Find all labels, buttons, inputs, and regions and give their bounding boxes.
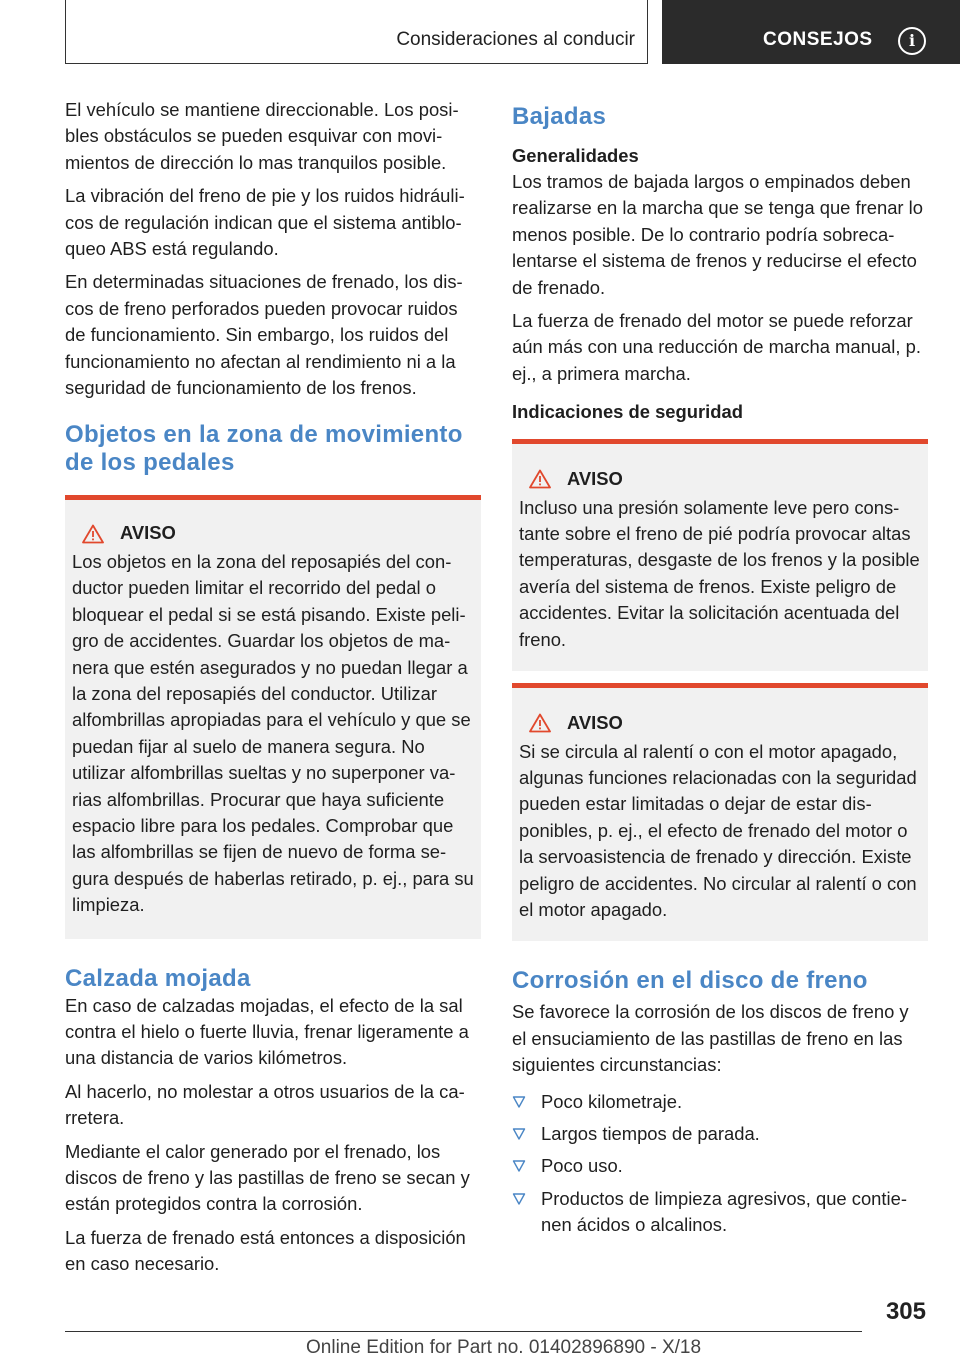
paragraph: En determinadas situaciones de frenado, los discos de freno perforados pueden provocar ruidos de funcionamiento. Sin embargo, los ruidos del funcionamiento no afectan al rendimiento ni a la seguridad de funcionamiento de los frenos. bbox=[65, 271, 463, 399]
section-heading: Bajadas bbox=[512, 103, 607, 130]
paragraph: La vibración del freno de pie y los ruidos hidráulicos de regulación indican que el sistema antibloqueo ABS está regulando. bbox=[65, 185, 465, 260]
warning-text: Incluso una presión solamente leve pero constante sobre el freno de pié podría provocar altas temperaturas, desgaste de los frenos y la posible avería del sistema de frenos. Existe peligro de accidentes. Evitar la solicitación acentuada del freno. bbox=[519, 496, 920, 650]
warning-header bbox=[529, 710, 922, 736]
warning-header bbox=[529, 466, 922, 492]
list-item bbox=[512, 1186, 928, 1239]
paragraph: Al hacerlo, no molestar a otros usuarios de la carretera. bbox=[65, 1080, 465, 1129]
warning-title: AVISO bbox=[567, 712, 623, 734]
paragraph: Se favorece la corrosión de los discos de freno y el ensuciamiento de las pastillas de freno en las siguientes circunstancias: bbox=[512, 1001, 909, 1076]
warning-box bbox=[512, 439, 928, 671]
warning-title: AVISO bbox=[120, 522, 176, 544]
footer-edition: Online Edition for Part no. 01402896890 - X/18 bbox=[306, 1337, 702, 1358]
bullet-triangle-icon bbox=[512, 1095, 526, 1109]
bullet-triangle-icon bbox=[512, 1159, 526, 1173]
paragraph: El vehículo se mantiene direccionable. Los posibles obstáculos se pueden esquivar con movimientos de dirección lo mas tranquilos posible. bbox=[65, 99, 459, 173]
warning-box bbox=[65, 495, 481, 938]
info-icon: i bbox=[898, 27, 926, 55]
warning-text: Si se circula al ralentí o con el motor apagado, algunas funciones relacionadas con la seguridad pueden estar limitadas o dejar de estar disponibles, p. ej., el efecto de frenado del motor o la servoasistencia de frenado y dirección. Existe peligro de accidentes. No circular al ralentí o con el motor apagado. bbox=[519, 740, 917, 920]
warning-triangle-icon bbox=[529, 469, 551, 489]
footer-divider bbox=[65, 1331, 862, 1332]
subheading: Generalidades bbox=[512, 145, 639, 166]
warning-triangle-icon bbox=[82, 524, 104, 544]
paragraph: En caso de calzadas mojadas, el efecto de la sal contra el hielo o fuerte lluvia, frenar ligeramente a una distancia de varios kilómetros. bbox=[65, 994, 469, 1069]
list-item bbox=[512, 1089, 928, 1115]
section-heading: Corrosión en el disco de freno bbox=[512, 967, 868, 995]
bullet-triangle-icon bbox=[512, 1127, 526, 1141]
chapter-title: CONSEJOS bbox=[763, 29, 873, 50]
warning-header bbox=[82, 520, 475, 546]
section-heading: Calzada mojada bbox=[65, 964, 251, 992]
bullet-triangle-icon bbox=[512, 1192, 526, 1206]
list-item-text: Poco kilometraje. bbox=[541, 1090, 683, 1112]
header-chapter-tab bbox=[662, 0, 960, 64]
warning-triangle-icon bbox=[529, 713, 551, 733]
left-column bbox=[65, 97, 481, 1285]
right-column bbox=[512, 97, 928, 1245]
section-heading: Objetos en la zona de movimiento de los pedales bbox=[65, 421, 463, 477]
paragraph: La fuerza de frenado del motor se puede reforzar aún más con una reducción de marcha manual, p. ej., a primera marcha. bbox=[512, 310, 921, 384]
list-item-text: Productos de limpieza agresivos, que contienen ácidos o alcalinos. bbox=[541, 1187, 907, 1236]
header-section-box bbox=[65, 0, 648, 64]
list-item bbox=[512, 1121, 928, 1147]
warning-text: Los objetos en la zona del reposapiés del conductor pueden limitar el recorrido del pedal o bloquear el pedal si se está pisando. Existe peligro de accidentes. Guardar los objetos de manera que estén asegurados y no puedan llegar a la zona del reposapiés del conductor. Utilizar alfombrillas apropiadas para el vehículo y que se puedan fijar al suelo de manera segura. No utilizar alfombrillas sueltas y no superponer varias alfombrillas. Procurar que haya suficiente espacio libre para los pedales. Comprobar que las alfombrillas se fijen de nuevo de forma segura después de haberlas retirado, p. ej., para su limpieza. bbox=[72, 550, 474, 916]
list-item bbox=[512, 1153, 928, 1179]
list-item-text: Largos tiempos de parada. bbox=[541, 1122, 760, 1144]
paragraph: Mediante el calor generado por el frenado, los discos de freno y las pastillas de freno se secan y están protegidos contra la corrosión. bbox=[65, 1140, 470, 1215]
page-number: 305 bbox=[885, 1298, 926, 1325]
list-item-text: Poco uso. bbox=[541, 1155, 623, 1177]
bullet-list bbox=[512, 1089, 928, 1239]
subheading: Indicaciones de seguridad bbox=[512, 401, 743, 423]
paragraph: Los tramos de bajada largos o empinados deben realizarse en la marcha que se tenga que frenar lo menos posible. De lo contrario podría sobrecalentarse el sistema de frenos y reducirse el efecto de frenado. bbox=[512, 171, 923, 298]
warning-box bbox=[512, 683, 928, 941]
warning-title: AVISO bbox=[567, 468, 623, 490]
section-title: Consideraciones al conducir bbox=[396, 29, 635, 50]
paragraph: La fuerza de frenado está entonces a disposición en caso necesario. bbox=[65, 1226, 466, 1275]
